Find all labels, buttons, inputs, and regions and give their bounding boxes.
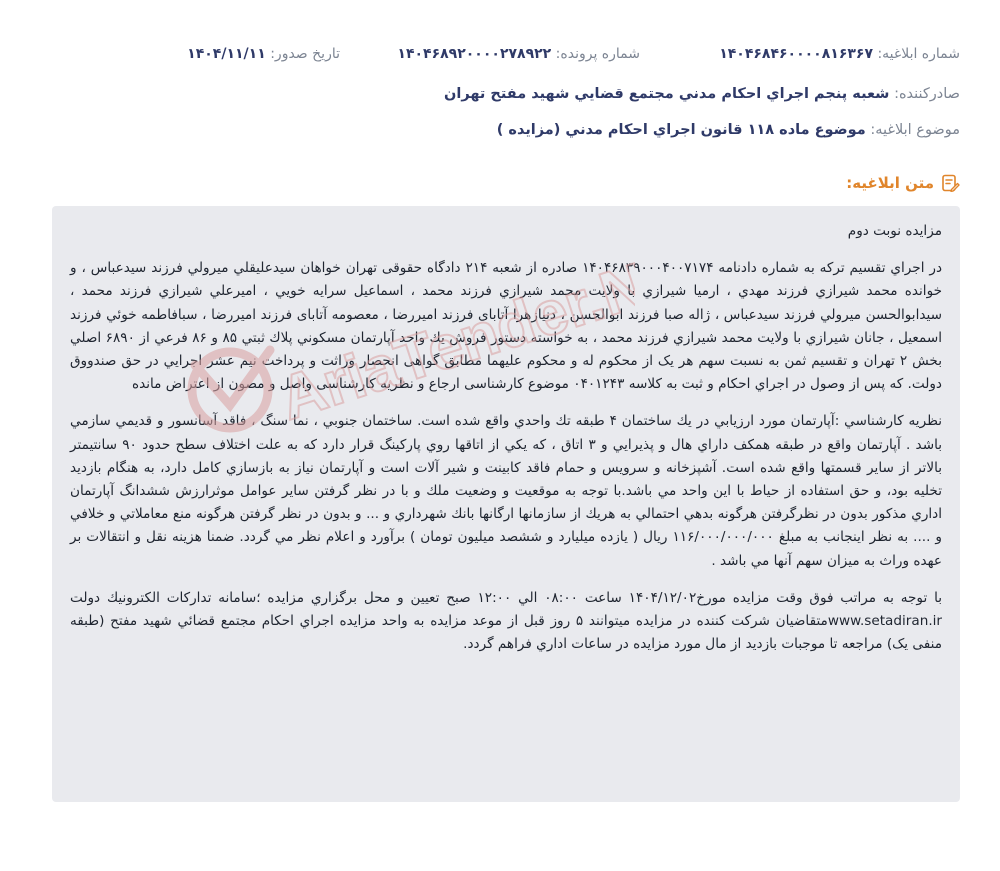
body-paragraph-2: نظريه کارشناسي :آپارتمان مورد ارزيابي در يك ساختمان ۴ طبقه تك واحدي واقع شده است. ساختمان جنوبي ، نما سنگ ، فاقد آسانسور و قديمي سازمي باشد . آپارتمان واقع در طبقه همكف داراي هال و پذيرايي و ۳ اتاق ، كه يكي از اتاقها روي پاركينگ قرار دارد كه به علت اختلاف سطح حدود ۹۰ سانتيمتر بالاتر از ساير قسمتها واقع شده است. آشپزخانه و سرويس و حمام فاقد كابينت و شير آلات است و آپارتمان نياز به بازسازي كامل دارد، به هنگام بازديد تخليه بود، و حق استفاده از حياط با اين واحد مي باشد.با توجه به موقعيت و وضعيت ملك و با در نظر گرفتن ساير عوامل موثرارزش ششدانگ آپارتمان اداري مذكور بدون در نظرگرفتن هرگونه بدهي احتمالي به هريك از سازمانها ارگانها بانك شهرداري و ... و بدون در نظر گرفتن هرگونه منع معاملاتي و خلافي و .... به نظر اينجانب به مبلغ ۱۱۶/۰۰۰/۰۰۰/۰۰۰ ريال ( يازده ميليارد و ششصد ميليون تومان ) برآورد و اعلام نظر مي گردد. ضمنا هزينه نقل و انتقالات بر عهده وراث به ميزان سهم آنها مي باشد . [70,413,943,569]
auction-round-heading: مزايده نوبت دوم [847,223,942,239]
notice-number [719,46,960,62]
issuer-line [40,86,960,102]
subject-label: موضوع ابلاغيه: [870,122,960,138]
case-number [397,46,640,62]
issuer-label: صادرکننده: [894,86,960,102]
case-number-label: شماره پرونده: [555,46,640,62]
issuer-value: شعبه پنجم اجراي احکام مدني مجتمع قضايي شهيد مفتح تهران [443,86,890,102]
notice-number-label: شماره ابلاغيه: [877,46,960,62]
body-paragraph-3: با توجه به مراتب فوق وقت مزايده مورخ۱۴۰۴/۱۲/۰۲ ساعت ۰۸:۰۰ الي ۱۲:۰۰ صبح تعيين و محل برگزاري مزايده ؛سامانه تداركات الكترونيك دولت www.setadiran.irمتقاضيان شرکت کننده در مزايده ميتوانند ۵ روز قبل از موعد مزايده به واحد مزايده اجراي احکام مجتمع قضائي شهيد مفتح (طبقه منفی يک) مراجعه تا موجبات بازديد از مال مورد مزايده در ساعات اداري فراهم گردد. [70,589,943,653]
subject-line [40,122,960,138]
issue-date-label: تاريخ صدور: [270,46,340,62]
notice-text-title: متن ابلاغيه: [846,174,934,192]
subject-value: موضوع ماده ۱۱۸ قانون اجراي احکام مدني (مزايده ) [496,122,866,138]
notice-body [52,206,960,802]
notice-number-value: ۱۴۰۴۶۸۴۶۰۰۰۰۸۱۶۳۶۷ [719,46,873,62]
case-number-value: ۱۴۰۴۶۸۹۲۰۰۰۰۲۷۸۹۲۲ [397,46,552,62]
issue-date-value: ۱۴۰۴/۱۱/۱۱ [187,46,266,62]
notice-text-header [846,172,960,194]
document-edit-icon [940,173,960,193]
body-paragraph-1: در اجراي تقسيم ترکه به شماره دادنامه ۱۴۰۴۶۸۳۹۰۰۰۴۰۰۷۱۷۴ صادره از شعبه ۲۱۴ دادگاه حقوقی تهران خواهان سيدعليقلي ميرولي فرزند سيدعباس ، و خوانده محمد شيرازي فرزند مهدي ، ارميا شيرازي با ولايت محمد شيرازي فرزند محمد ، اسماعيل سرايه خويي ، اميرعلي شيرازي فرزند محمد ، سيدابوالحسن ميرولي فرزند سيدعباس ، ژاله صبا فرزند ابوالحسن ، دنيازهرا آتابای فرزند اميررضا ، معصومه آتابای فرزند اميررضا ، سبافاطمه خوئي فرزند اسمعيل ، جانان شيرازي با ولايت محمد شيرازي فرزند محمد ، به خواسته دستور فروش يك واحد آپارتمان مسكوني پلاك ثبتي ۸۵ و ۸۶ فرعي از ۶۸۹۰ اصلي بخش ۲ تهران و تقسيم ثمن به نسبت سهم هر يک از محکوم له و محکوم عليهما مطابق گواهی انحصار وراثت و پرداخت نيم عشر اجرايي در حق صندووق دولت. که پس از وصول در اجراي احکام و ثبت به کلاسه ۰۴۰۱۲۴۳ موضوع کارشناسی ارجاع و نظريه کارشناسی واصل و مصون از اعتراض مانده [70,260,942,393]
notice-meta-row [40,46,960,68]
issue-date [187,46,340,62]
watermark-text: AriaTender.NeT [271,255,635,434]
